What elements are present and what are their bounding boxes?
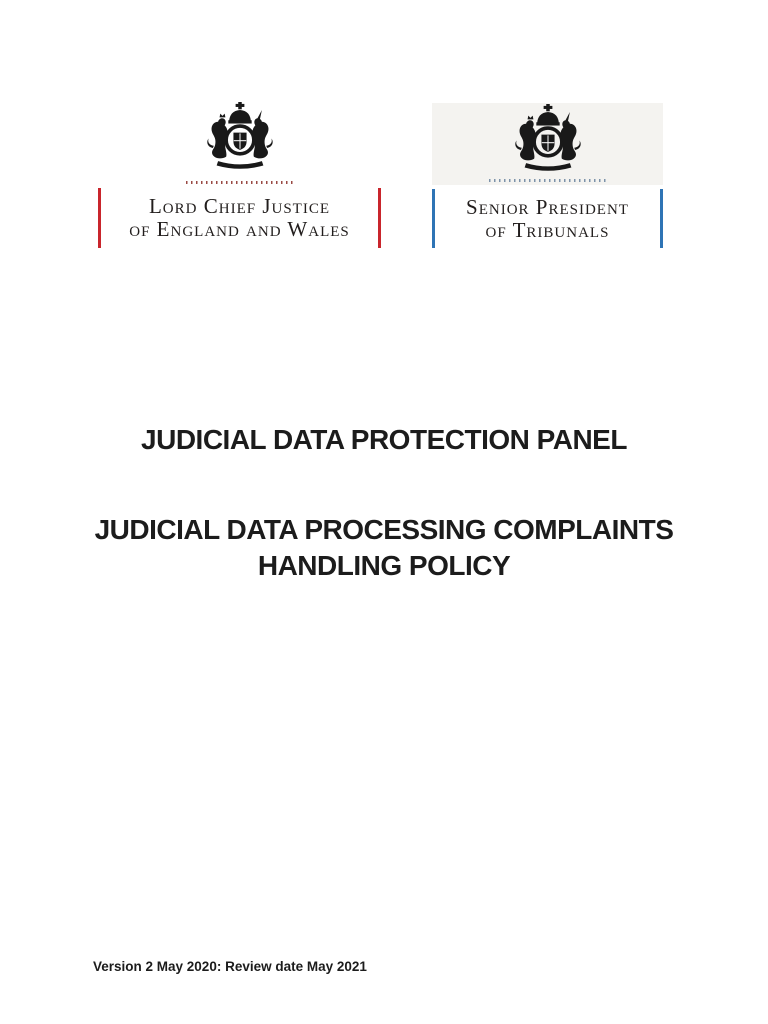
lcj-crest-wrap	[98, 102, 381, 175]
royal-coat-of-arms-icon	[196, 102, 284, 175]
version-footer: Version 2 May 2020: Review date May 2021	[93, 959, 367, 974]
spt-caption	[432, 189, 663, 248]
spt-crest-wrap	[432, 104, 663, 177]
document-subtitle	[0, 512, 768, 584]
spt-dotted-rule	[489, 179, 606, 182]
lcj-dotted-rule	[186, 181, 294, 184]
document-title: JUDICIAL DATA PROTECTION PANEL	[141, 424, 627, 455]
spt-caption-line-2: of Tribunals	[485, 217, 610, 242]
lcj-caption	[98, 188, 381, 248]
lord-chief-justice-logo	[98, 100, 381, 248]
spt-caption-line-1: Senior President	[466, 194, 629, 219]
lcj-caption-line-1: Lord Chief Justice	[148, 194, 330, 218]
lcj-caption-line-2: of England and Wales	[129, 217, 350, 241]
senior-president-logo	[432, 100, 663, 248]
royal-coat-of-arms-icon	[504, 104, 592, 177]
spt-crest-panel	[432, 103, 663, 185]
document-subtitle-line-2: HANDLING POLICY	[257, 550, 511, 581]
document-subtitle-line-1: JUDICIAL DATA PROCESSING COMPLAINTS	[94, 514, 674, 545]
